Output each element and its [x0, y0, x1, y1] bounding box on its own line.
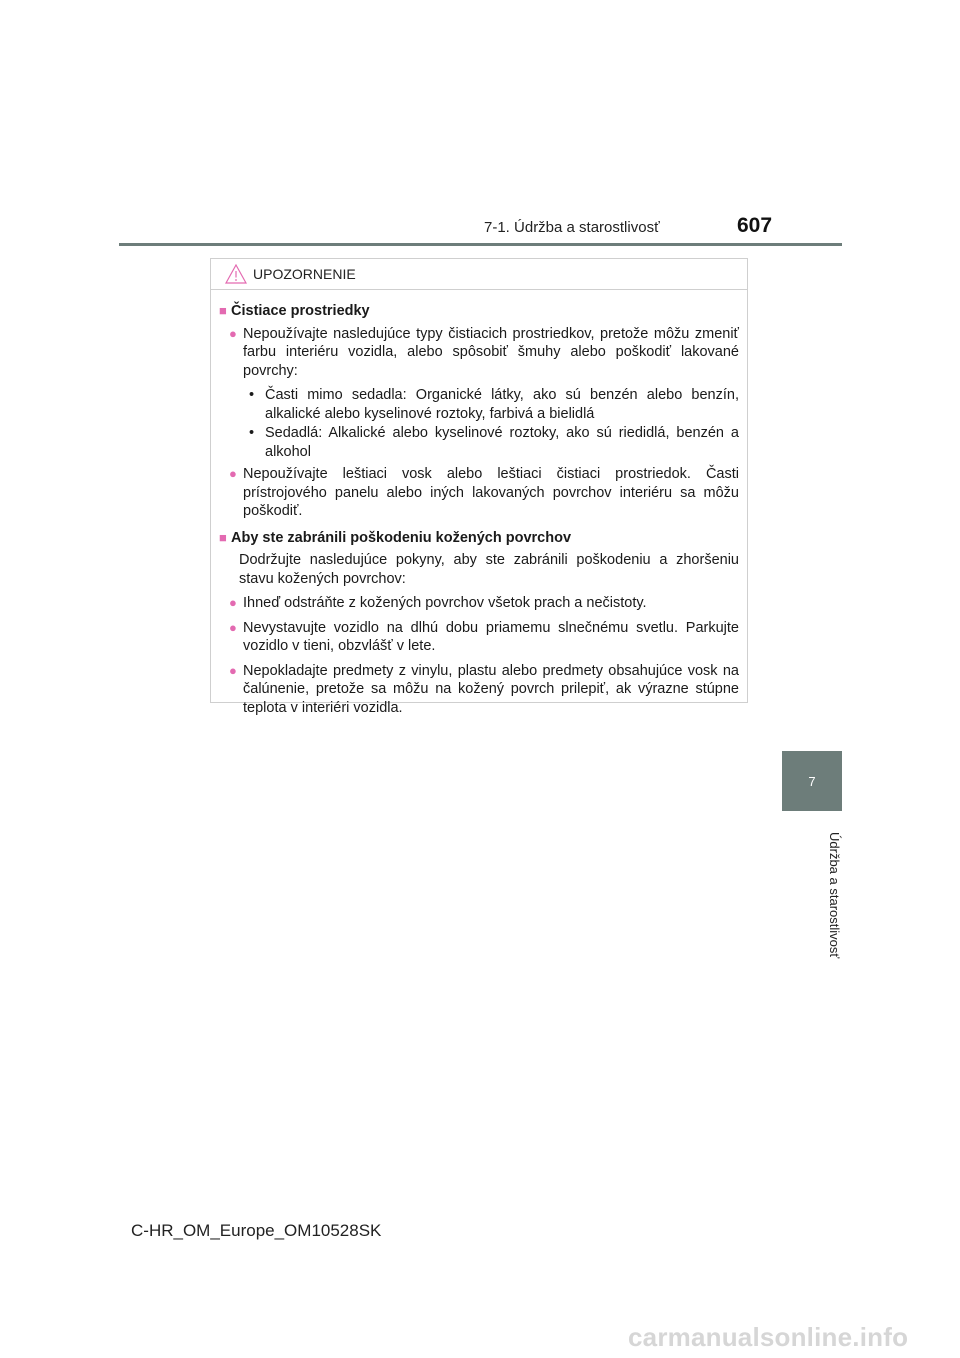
chapter-number: 7	[808, 773, 816, 789]
circle-bullet-icon: ●	[229, 619, 237, 635]
caution-box	[210, 258, 748, 716]
list-item	[229, 619, 739, 656]
list-item	[229, 594, 739, 613]
sub-list-item	[247, 386, 739, 423]
list-item-text: Nepokladajte predmety z vinylu, plastu alebo predmety obsahujúce vosk na čalúnenie, pretože sa môžu na kožený povrch prilepiť, ak výrazne stúpne teplota v interiéri vozidla.	[243, 662, 739, 716]
circle-bullet-icon: ●	[229, 466, 237, 481]
section-heading-text: Aby ste zabránili poškodeniu kožených povrchov	[231, 529, 572, 546]
section-heading-text: Čistiace prostriedky	[231, 303, 370, 319]
watermark: carmanualsonline.info	[628, 1322, 909, 1352]
section-heading	[219, 302, 739, 321]
header-section-title: 7-1. Údržba a starostlivosť	[484, 219, 660, 236]
chapter-tab	[782, 751, 842, 811]
circle-bullet-icon: ●	[229, 662, 237, 678]
dot-bullet-icon: •	[249, 387, 255, 403]
footer-doc-code: C-HR_OM_Europe_OM10528SK	[131, 1221, 382, 1240]
section-heading	[219, 529, 739, 548]
sub-list	[247, 386, 739, 461]
page-number: 607	[737, 214, 773, 237]
caution-title: UPOZORNENIE	[253, 266, 356, 282]
dot-bullet-icon: •	[249, 425, 255, 441]
circle-bullet-icon: ●	[229, 595, 237, 610]
caution-header	[211, 259, 747, 290]
list-item	[229, 465, 739, 521]
sub-list-item-text: Sedadlá: Alkalické alebo kyselinové roztoky, ako sú riedidlá, benzén a alkohol	[265, 425, 739, 460]
list-item-text: Nevystavujte vozidlo na dlhú dobu priamemu slnečnému svetlu. Parkujte vozidlo v tieni, obzvlášť v lete.	[243, 619, 739, 654]
list-item	[229, 662, 739, 718]
list-item-text: Nepoužívajte leštiaci vosk alebo leštiaci čistiaci prostriedok. Časti prístrojového panelu alebo iných lakovaných povrchov interiéru sa môžu poškodiť.	[243, 466, 739, 519]
caution-body	[211, 290, 747, 717]
sub-list-item-text: Časti mimo sedadla: Organické látky, ako sú benzén alebo benzín, alkalické alebo kyselinové roztoky, farbivá a bielidlá	[265, 387, 739, 422]
square-bullet-icon: ■	[219, 529, 227, 545]
square-bullet-icon: ■	[219, 303, 227, 318]
sub-list-item	[247, 424, 739, 461]
warning-triangle-icon	[225, 264, 247, 284]
chapter-label: Údržba a starostlivosť	[827, 831, 842, 959]
circle-bullet-icon: ●	[229, 325, 237, 341]
section-intro: Dodržujte nasledujúce pokyny, aby ste zabránili poškodeniu a zhoršeniu stavu kožených povrchov:	[239, 552, 739, 587]
list-item-text: Ihneď odstráňte z kožených povrchov všetok prach a nečistoty.	[243, 595, 647, 611]
header-rule	[119, 243, 842, 246]
list-item	[229, 325, 739, 381]
list-item-text: Nepoužívajte nasledujúce typy čistiacich prostriedkov, pretože môžu zmeniť farbu interiéru vozidla, alebo spôsobiť šmuhy alebo poškodiť lakované povrchy:	[243, 325, 739, 379]
